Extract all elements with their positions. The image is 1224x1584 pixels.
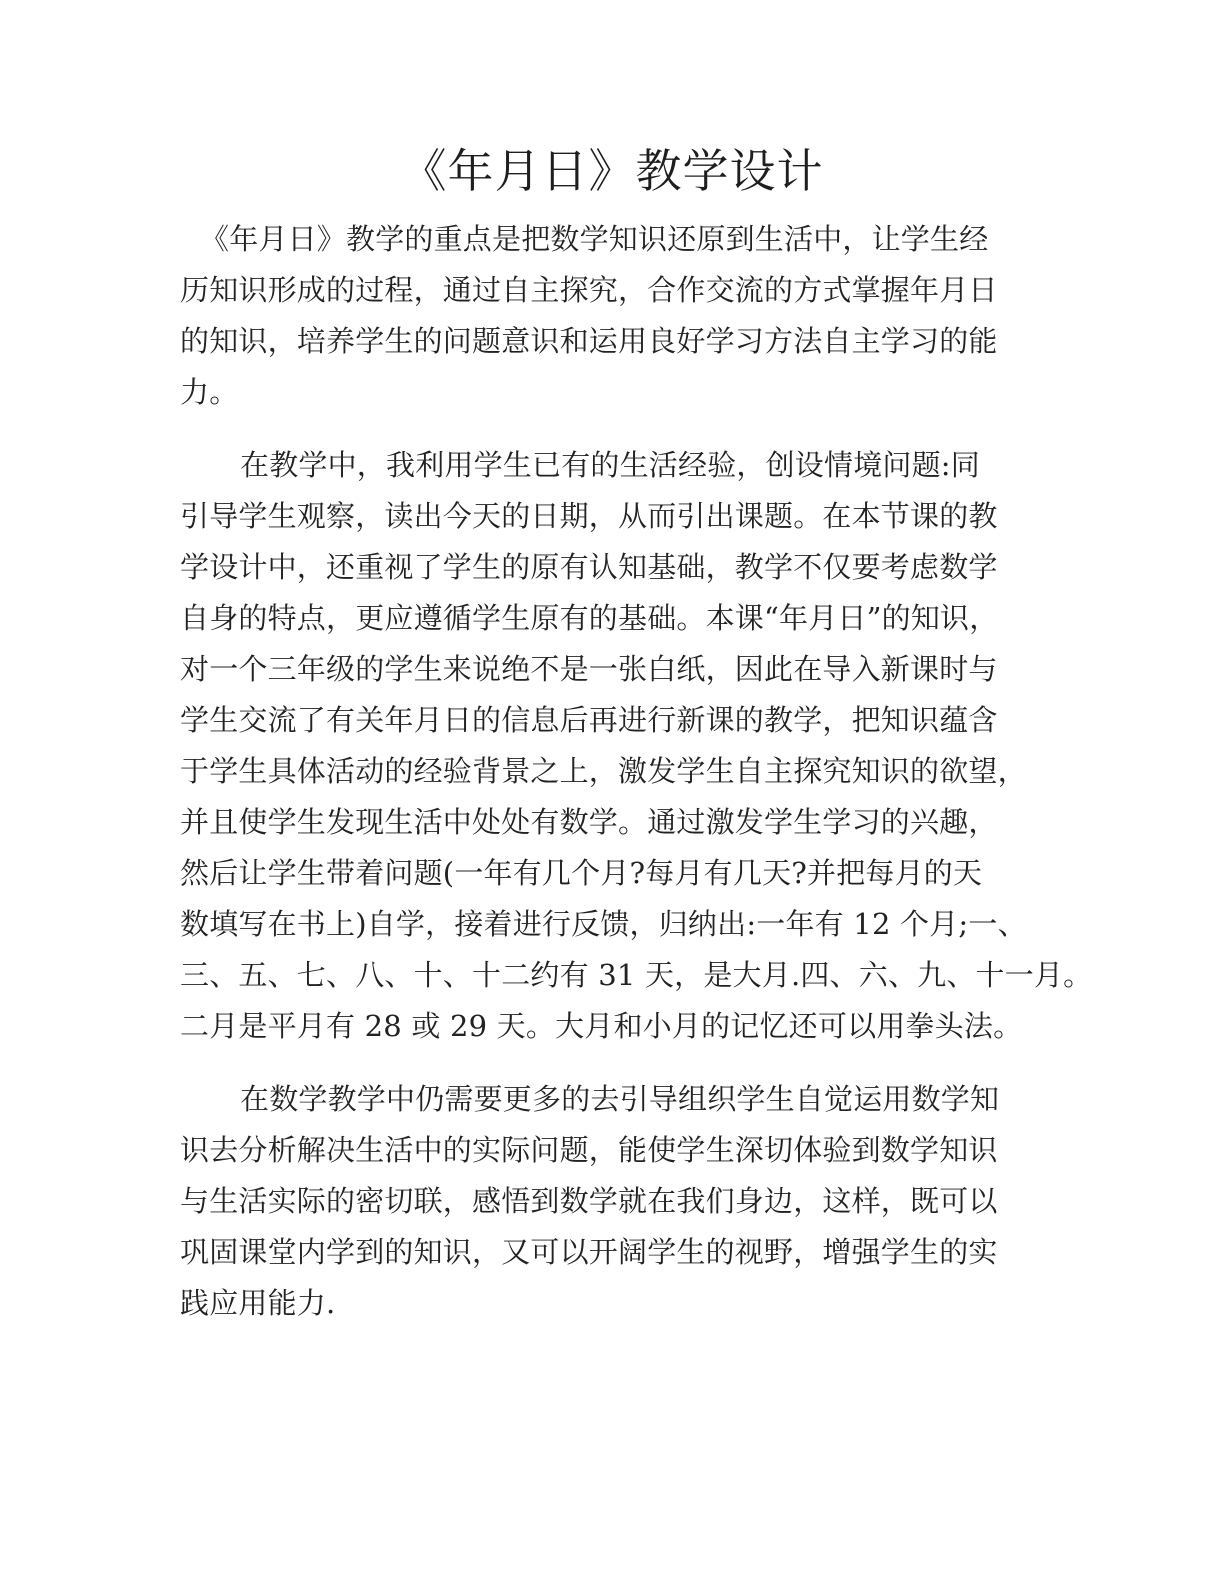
paragraph-line: 二月是平月有 28 或 29 天。大月和小月的记忆还可以用拳头法。 xyxy=(180,1009,1023,1043)
paragraph-line: 自身的特点，更应遵循学生原有的基础。本课“年月日”的知识， xyxy=(180,601,999,635)
paragraph-line: 力。 xyxy=(180,375,239,409)
paragraph-3 xyxy=(180,1074,1050,1329)
paragraph-line: 对一个三年级的学生来说绝不是一张白纸，因此在导入新课时与 xyxy=(180,652,998,686)
paragraph-1 xyxy=(180,214,1050,418)
paragraph-line: 然后让学生带着问题(一年有几个月?每月有几天?并把每月的天 xyxy=(180,856,983,890)
document-title: 《年月日》教学设计 xyxy=(400,144,824,198)
paragraph-line: 践应用能力. xyxy=(180,1286,336,1320)
paragraph-line: 识去分析解决生活中的实际问题，能使学生深切体验到数学知识 xyxy=(180,1133,998,1167)
paragraph-line: 历知识形成的过程，通过自主探究，合作交流的方式掌握年月日 xyxy=(180,273,998,307)
paragraph-line: 数填写在书上)自学，接着进行反馈，归纳出:一年有 12 个月;一、 xyxy=(180,907,1027,941)
paragraph-line: 学生交流了有关年月日的信息后再进行新课的教学，把知识蕴含 xyxy=(180,703,998,737)
paragraph-line: 并且使学生发现生活中处处有数学。通过激发学生学习的兴趣， xyxy=(180,805,998,839)
paragraph-line: 三、五、七、八、十、十二约有 31 天，是大月.四、六、九、十一月。 xyxy=(180,958,1093,992)
paragraph-line: 在教学中，我利用学生已有的生活经验，创设情境问题:同 xyxy=(240,448,980,482)
paragraph-2 xyxy=(180,440,1093,1052)
paragraph-line: 与生活实际的密切联，感悟到数学就在我们身边，这样，既可以 xyxy=(180,1184,998,1218)
paragraph-line: 《年月日》教学的重点是把数学知识还原到生活中，让学生经 xyxy=(200,222,989,256)
paragraph-line: 巩固课堂内学到的知识，又可以开阔学生的视野，增强学生的实 xyxy=(180,1235,998,1269)
paragraph-line: 引导学生观察，读出今天的日期，从而引出课题。在本节课的教 xyxy=(180,499,998,533)
paragraph-line: 学设计中，还重视了学生的原有认知基础，教学不仅要考虑数学 xyxy=(180,550,998,584)
paragraph-line: 的知识，培养学生的问题意识和运用良好学习方法自主学习的能 xyxy=(180,324,998,358)
paragraph-line: 于学生具体活动的经验背景之上，激发学生自主探究知识的欲望， xyxy=(180,754,1027,788)
paragraph-line: 在数学教学中仍需要更多的去引导组织学生自觉运用数学知 xyxy=(240,1082,1000,1116)
